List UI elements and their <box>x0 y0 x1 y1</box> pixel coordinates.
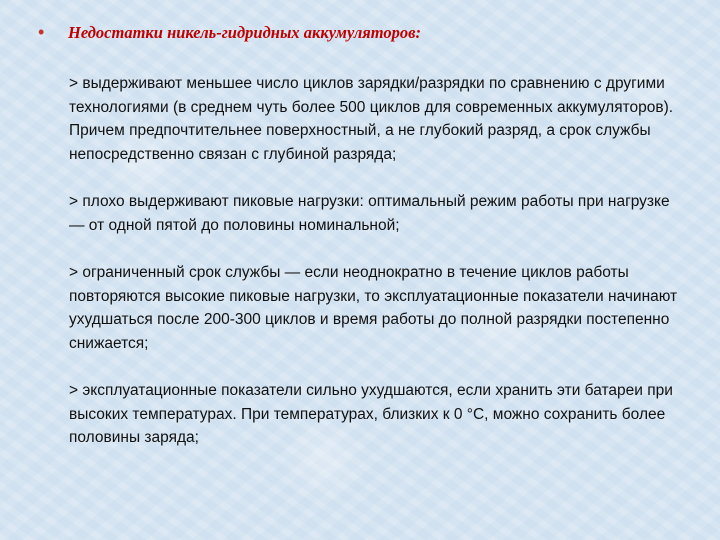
slide-heading: Недостатки никель-гидридных аккумуляторов: <box>68 23 422 42</box>
heading-line <box>38 22 678 43</box>
bullet-icon: • <box>38 22 45 42</box>
paragraph-service-life: > ограниченный срок службы — если неоднократно в течение циклов работы повторяются высокие пиковые нагрузки, то эксплуатационные показатели начинают ухудшаться после 200-300 циклов и время работы до полной разрядки постепенно снижается; <box>69 264 678 352</box>
paragraph-cycles: > выдерживают меньшее число циклов зарядки/разрядки по сравнению с другими технологиями (в среднем чуть более 500 циклов для современных аккумуляторов). Причем предпочтительнее поверхностный, а не глубокий разряд, а срок службы непосредственно связан с глубиной разряда; <box>69 75 674 163</box>
content-body <box>69 72 689 474</box>
paragraph-temperature: > эксплуатационные показатели сильно ухудшаются, если хранить эти батареи при высоких температурах. При температурах, близких к 0 °С, можно сохранить более половины заряда; <box>69 382 673 446</box>
paragraph-peak-loads: > плохо выдерживают пиковые нагрузки: оптимальный режим работы при нагрузке — от одной пятой до половины номинальной; <box>69 193 670 234</box>
